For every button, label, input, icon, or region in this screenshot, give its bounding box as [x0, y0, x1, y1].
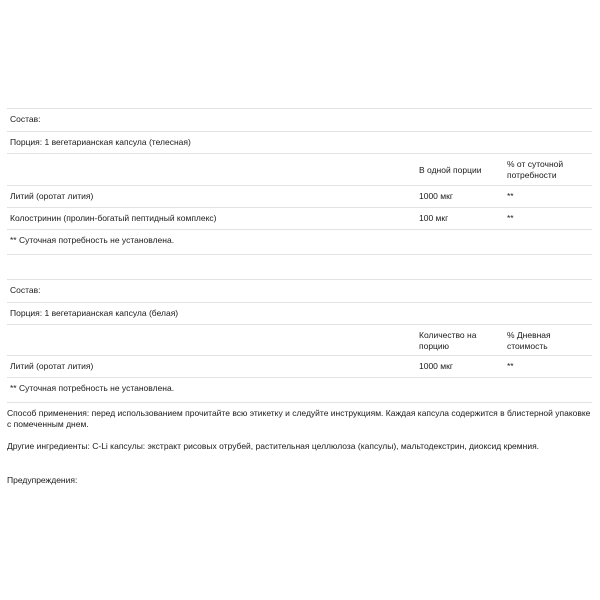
table-title: Состав: — [10, 285, 41, 295]
serving-row — [7, 302, 592, 324]
serving-size: Порция: 1 вегетарианская капсула (белая) — [10, 308, 179, 318]
column-header-amount: Количество на порцию — [419, 330, 477, 351]
serving-size: Порция: 1 вегетарианская капсула (телесная) — [10, 137, 191, 147]
nutrient-name: Колостринин (пролин-богатый пептидный комплекс) — [10, 213, 217, 223]
column-header-row — [7, 153, 592, 185]
nutrient-row — [7, 185, 592, 207]
nutrient-amount: 100 мкг — [419, 213, 449, 223]
warnings-heading: Предупреждения: — [7, 475, 78, 485]
table-title-row — [7, 279, 592, 302]
column-header-amount: В одной порции — [419, 165, 482, 175]
column-header-daily-value: % Дневная стоимость — [507, 330, 551, 351]
column-header-row — [7, 324, 592, 355]
nutrient-daily-value: ** — [507, 191, 514, 201]
nutrient-amount: 1000 мкг — [419, 361, 453, 371]
nutrient-daily-value: ** — [507, 361, 514, 371]
footnote: ** Суточная потребность не установлена. — [10, 235, 175, 245]
column-header-daily-value: % от суточной потребности — [507, 159, 564, 180]
nutrient-row — [7, 355, 592, 377]
table-title: Состав: — [10, 114, 41, 124]
supplement-facts-table-1 — [7, 108, 592, 255]
usage-instructions: Способ применения: перед использованием прочитайте всю этикетку и следуйте инструкциям. Каждая капсула содержится в блистерной упаковке с помеченным днем. — [7, 408, 591, 429]
nutrient-amount: 1000 мкг — [419, 191, 453, 201]
nutrient-name: Литий (оротат лития) — [10, 191, 94, 201]
footnote: ** Суточная потребность не установлена. — [10, 383, 175, 393]
footnote-row — [7, 229, 592, 255]
table-title-row — [7, 108, 592, 131]
serving-row — [7, 131, 592, 153]
nutrient-daily-value: ** — [507, 213, 514, 223]
footnote-row — [7, 377, 592, 403]
other-ingredients: Другие ингредиенты: C-Li капсулы: экстракт рисовых отрубей, растительная целлюлоза (капсулы), мальтодекстрин, диоксид кремния. — [7, 441, 540, 451]
nutrient-row — [7, 207, 592, 229]
nutrient-name: Литий (оротат лития) — [10, 361, 94, 371]
supplement-facts-table-2 — [7, 279, 592, 403]
